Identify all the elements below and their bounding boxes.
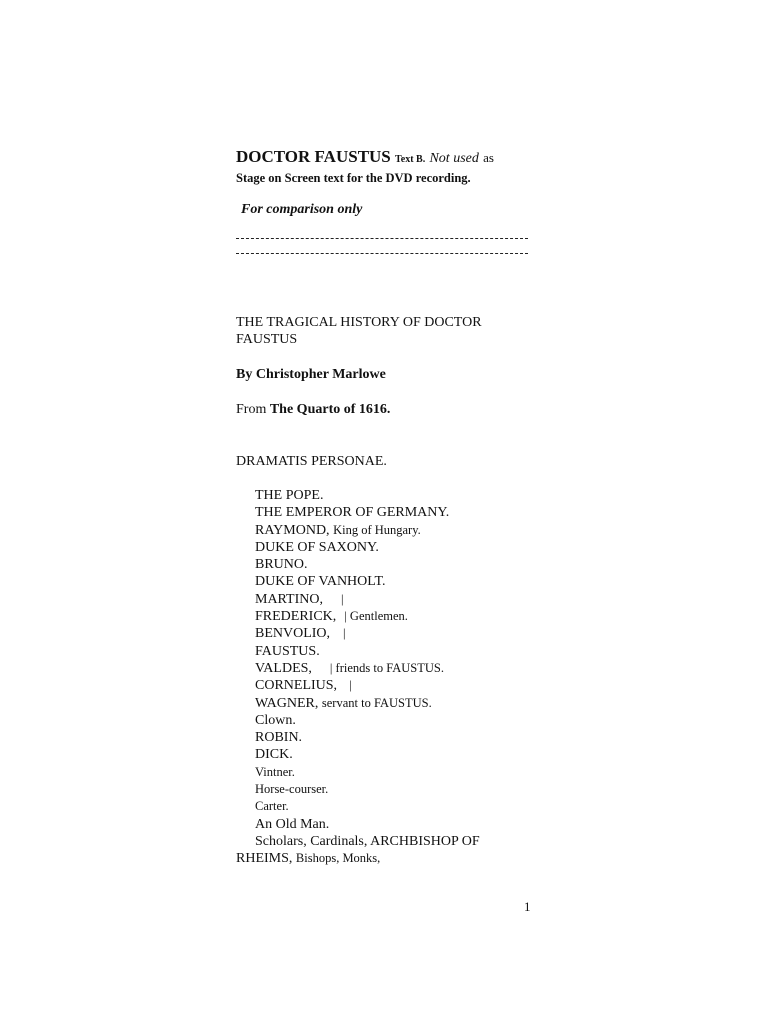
header-title-line bbox=[236, 147, 494, 167]
cast-entry: FREDERICK, | Gentlemen. bbox=[255, 609, 408, 625]
cast-entry: An Old Man. bbox=[255, 816, 330, 832]
play-author: By Christopher Marlowe bbox=[236, 367, 386, 382]
cast-entry: BENVOLIO, | bbox=[255, 626, 346, 642]
cast-entry: Vintner. bbox=[255, 764, 295, 779]
as-word: as bbox=[483, 150, 494, 165]
cast-entry: Carter. bbox=[255, 799, 289, 814]
cast-entry: Horse-courser. bbox=[255, 782, 329, 797]
cast-entry: Scholars, Cardinals, ARCHBISHOP OF bbox=[255, 833, 480, 849]
cast-entry: RHEIMS, Bishops, Monks, bbox=[236, 851, 381, 867]
comparison-note: For comparison only bbox=[241, 202, 363, 217]
source-line bbox=[236, 401, 390, 418]
dashed-rule-2 bbox=[236, 253, 528, 254]
document-title: DOCTOR FAUSTUS bbox=[236, 147, 391, 166]
source-name: The Quarto of 1616. bbox=[269, 402, 391, 417]
cast-entry: Clown. bbox=[255, 712, 296, 728]
cast-entry: FAUSTUS. bbox=[255, 643, 320, 659]
cast-entry: CORNELIUS, | bbox=[255, 678, 352, 694]
dramatis-heading: DRAMATIS PERSONAE. bbox=[236, 454, 387, 469]
cast-entry: MARTINO, | bbox=[255, 591, 344, 607]
not-used-note: Not used bbox=[429, 151, 479, 166]
header-subtitle: Stage on Screen text for the DVD recording. bbox=[236, 171, 471, 185]
cast-entry: DUKE OF VANHOLT. bbox=[255, 574, 386, 590]
cast-list bbox=[236, 487, 536, 868]
cast-entry: VALDES, | friends to FAUSTUS. bbox=[255, 660, 445, 676]
text-version: Text B. bbox=[395, 154, 426, 165]
cast-entry: DUKE OF SAXONY. bbox=[255, 539, 379, 555]
dashed-rule-1 bbox=[236, 238, 528, 239]
cast-entry: ROBIN. bbox=[255, 730, 303, 746]
cast-entry: THE EMPEROR OF GERMANY. bbox=[255, 505, 450, 521]
cast-entry: THE POPE. bbox=[255, 488, 324, 503]
cast-entry: BRUNO. bbox=[255, 557, 308, 573]
cast-entry: RAYMOND, King of Hungary. bbox=[255, 522, 421, 538]
source-prefix: From bbox=[236, 402, 267, 417]
play-title: THE TRAGICAL HISTORY OF DOCTOR FAUSTUS bbox=[236, 315, 482, 348]
page-number: 1 bbox=[524, 899, 531, 914]
cast-entry: WAGNER, servant to FAUSTUS. bbox=[255, 695, 432, 711]
cast-entry: DICK. bbox=[255, 747, 293, 763]
